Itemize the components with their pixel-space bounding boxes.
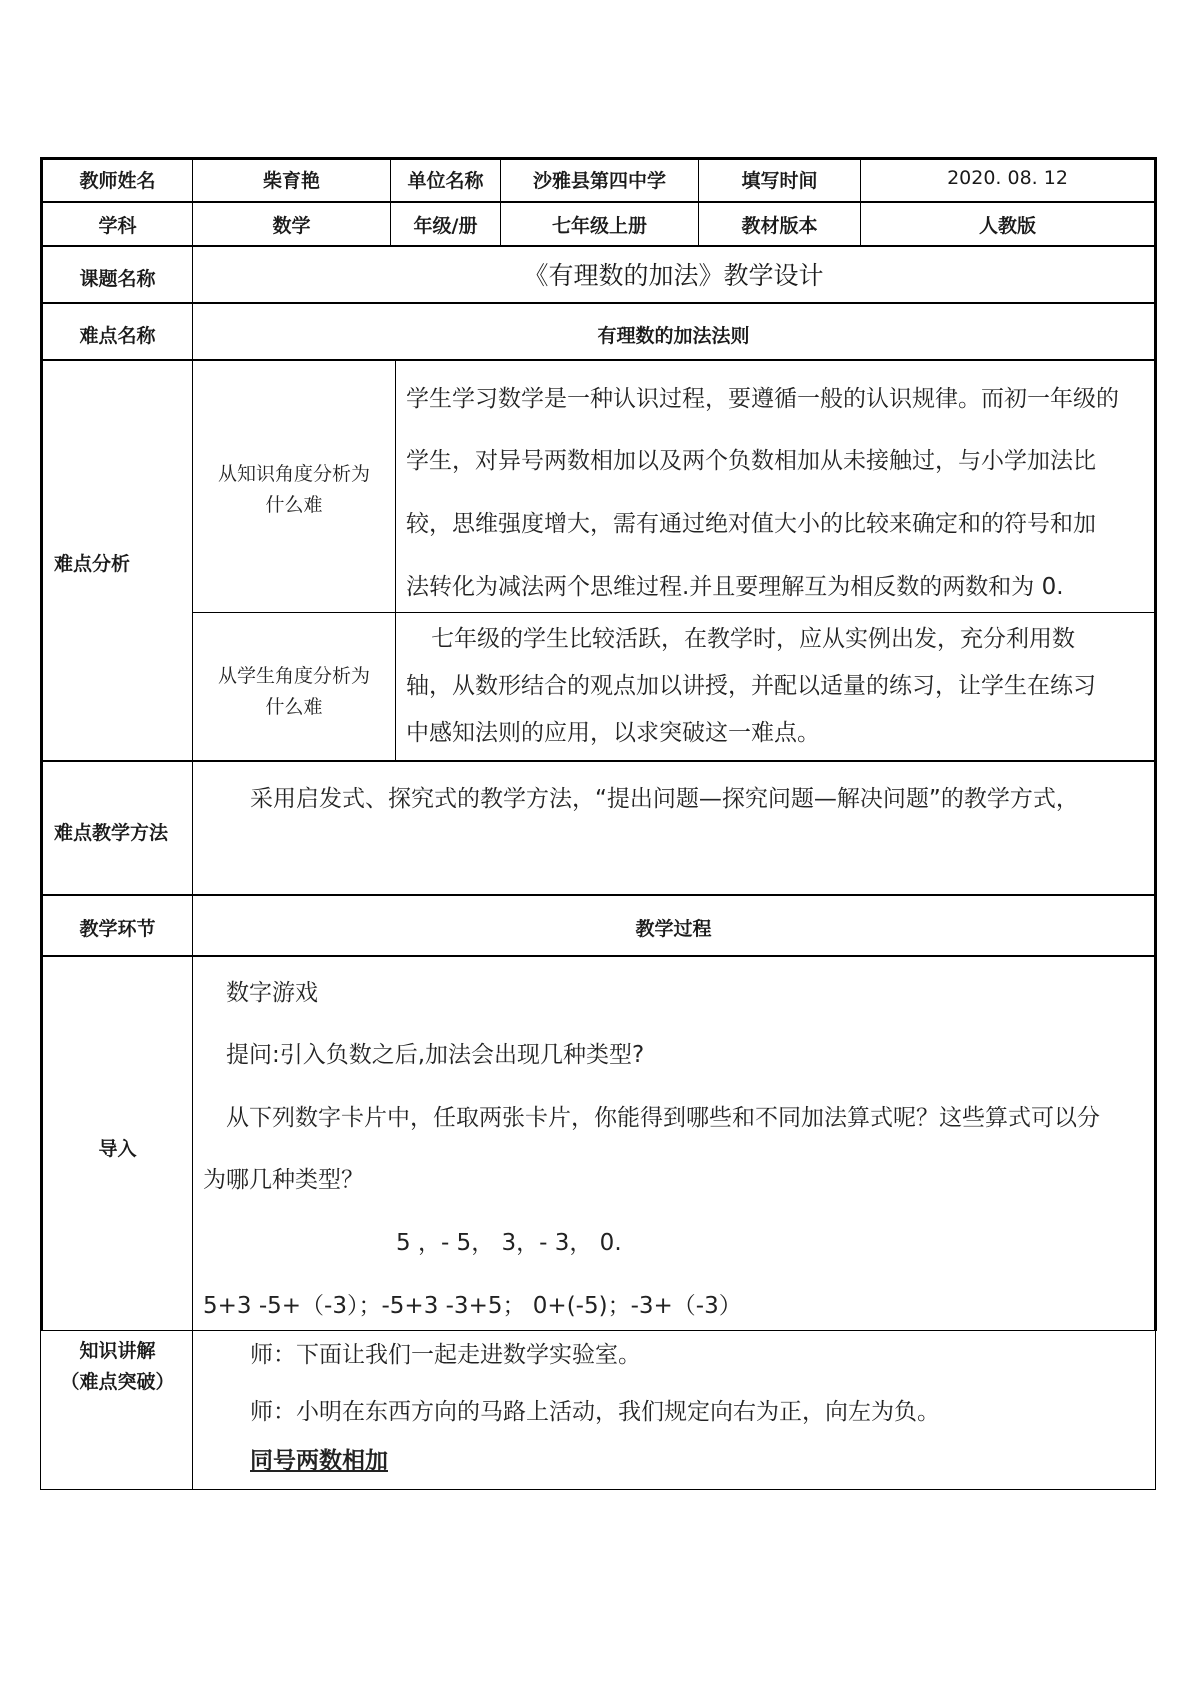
intro-line: 数字游戏 [226,980,318,1006]
intro-line: 从下列数字卡片中，任取两张卡片，你能得到哪些和不同加法算式呢？这些算式可以分 [226,1105,1100,1131]
teacher-name-label: 教师姓名 [79,170,156,192]
edition-label: 教材版本 [741,215,818,237]
same-sign-addition-subheading: 同号两数相加 [250,1448,388,1474]
method-text: 采用启发式、探究式的教学方法，“提出问题—探究问题—解决问题”的教学方式， [250,786,1079,812]
method-label: 难点教学方法 [54,822,169,844]
subject-value: 数学 [272,215,311,237]
knowledge-analysis-line: 法转化为减法两个思维过程.并且要理解互为相反数的两数和为 0. [406,574,1064,600]
unit-name-label: 单位名称 [407,170,484,192]
analysis-label: 难点分析 [54,553,131,575]
knowledge-angle-label-line2: 什么难 [265,494,323,516]
topic-title: 《有理数的加法》教学设计 [523,261,824,290]
knowledge-label-line2: （难点突破） [60,1371,175,1393]
subject-label: 学科 [98,215,137,237]
teaching-process-header: 教学过程 [635,918,712,940]
fill-date-label: 填写时间 [741,170,818,192]
student-angle-label-line2: 什么难 [265,696,323,718]
addition-examples: 5+3 -5+（-3）；-5+3 -3+5； 0+(-5)；-3+（-3） [203,1293,742,1319]
student-analysis-line: 七年级的学生比较活跃，在教学时，应从实例出发，充分利用数 [431,626,1075,652]
difficulty-label: 难点名称 [79,325,156,347]
unit-name-value: 沙雅县第四中学 [532,170,666,192]
knowledge-analysis-line: 学生学习数学是一种认识过程，要遵循一般的认识规律。而初一年级的 [406,386,1119,412]
knowledge-line: 师：小明在东西方向的马路上活动，我们规定向右为正，向左为负。 [250,1399,940,1425]
knowledge-analysis-line: 学生，对异号两数相加以及两个负数相加从未接触过，与小学加法比 [406,448,1096,474]
knowledge-label-line1: 知识讲解 [79,1340,156,1362]
student-angle-label-line1: 从学生角度分析为 [217,665,370,687]
intro-label: 导入 [98,1138,137,1160]
teacher-name-value: 柴育艳 [262,170,320,192]
knowledge-angle-label-line1: 从知识角度分析为 [217,463,370,485]
grade-label: 年级/册 [413,215,478,237]
grade-value: 七年级上册 [551,215,647,237]
knowledge-line: 师：下面让我们一起走进数学实验室。 [250,1342,641,1368]
student-analysis-line: 中感知法则的应用，以求突破这一难点。 [406,720,820,746]
knowledge-analysis-line: 较，思维强度增大，需有通过绝对值大小的比较来确定和的符号和加 [406,511,1096,537]
intro-line: 为哪几种类型？ [203,1167,364,1193]
teaching-step-header: 教学环节 [79,918,156,940]
difficulty-value: 有理数的加法法则 [597,325,750,347]
topic-label: 课题名称 [79,268,156,290]
edition-value: 人教版 [978,215,1036,237]
intro-line: 提问:引入负数之后,加法会出现几种类型? [226,1042,645,1068]
number-cards: 5 ，- 5， 3，- 3， 0. [396,1230,622,1256]
fill-date-value: 2020. 08. 12 [947,167,1068,189]
student-analysis-line: 轴，从数形结合的观点加以讲授，并配以适量的练习，让学生在练习 [406,673,1096,699]
